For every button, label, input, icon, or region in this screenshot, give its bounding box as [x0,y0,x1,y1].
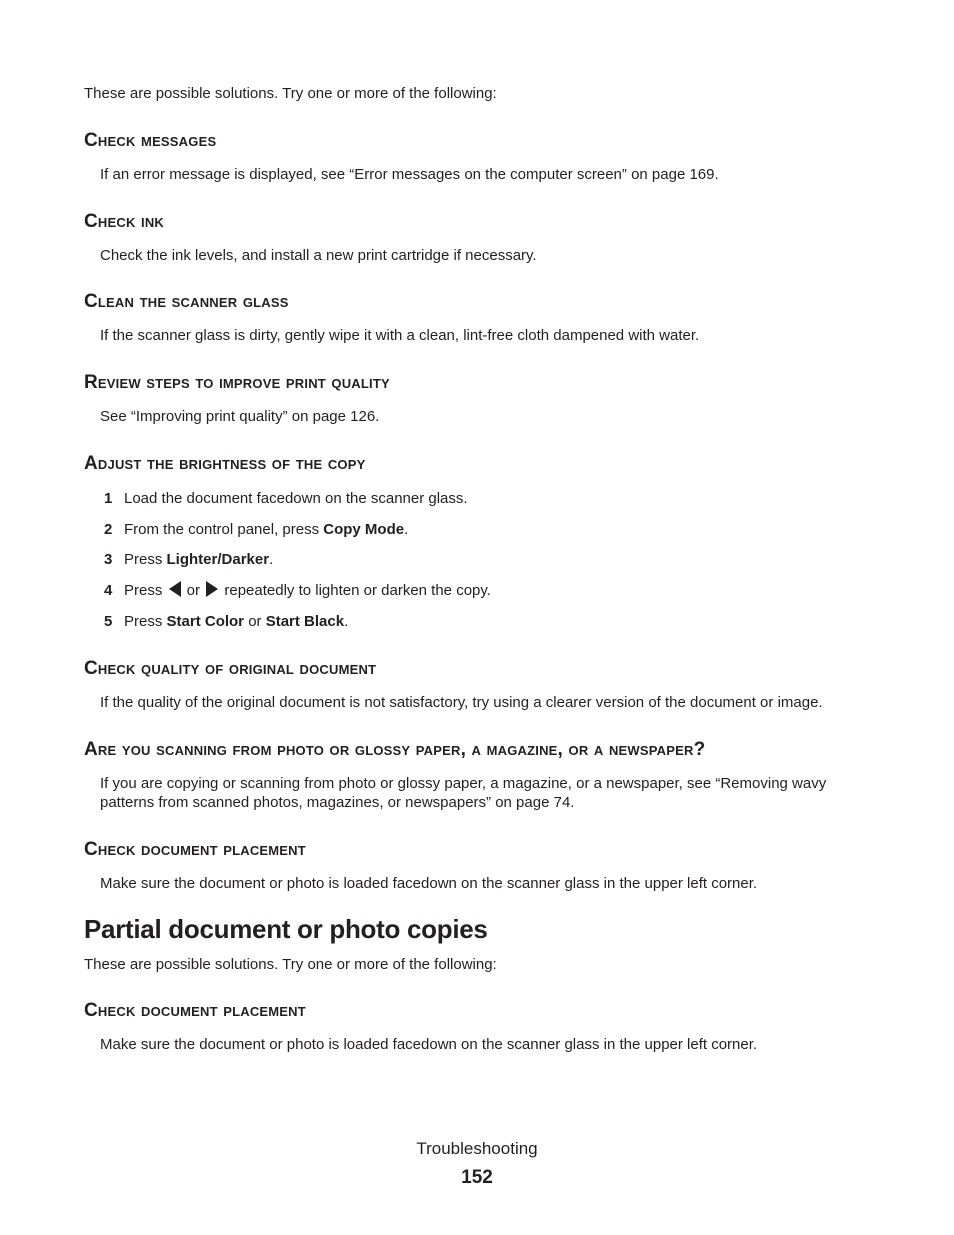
step-text-end: repeatedly to lighten or darken the copy. [220,582,491,599]
body-clean-scanner-glass: If the scanner glass is dirty, gently wipe it with a clean, lint-free cloth dampened with water. [100,327,700,344]
step-text-end: . [404,521,409,538]
body-check-ink: Check the ink levels, and install a new print cartridge if necessary. [100,247,537,264]
step-4 [104,581,491,600]
step-1 [104,489,468,508]
copy-mode-button-label: Copy Mode [323,521,405,538]
step-3 [104,550,273,569]
step-text: Load the document facedown on the scanner glass. [124,490,468,507]
step-5 [104,612,348,631]
step-text: Press [124,551,167,568]
heading-check-messages: Check messages [84,130,217,151]
heading-adjust-brightness: Adjust the brightness of the copy [84,453,366,474]
step-text-mid: or [244,613,266,630]
step-text: From the control panel, press [124,521,324,538]
lighter-darker-button-label: Lighter/Darker [166,551,270,568]
step-number: 2 [104,521,113,538]
body-scanning-glossy-paper: If you are copying or scanning from photo or glossy paper, a magazine, or a newspaper, see “Removing wavy patterns from scanned photos, magazines, or newspapers” on page 74. [100,775,827,811]
body-check-messages: If an error message is displayed, see “Error messages on the computer screen” on page 169. [100,166,719,183]
heading-partial-check-placement: Check document placement [84,1000,306,1021]
heading-check-quality-original: Check quality of original document [84,658,377,679]
step-number: 5 [104,613,113,630]
start-color-button-label: Start Color [166,613,245,630]
step-text: Press [124,613,167,630]
partial-intro-text: These are possible solutions. Try one or more of the following: [84,956,497,973]
start-black-button-label: Start Black [265,613,345,630]
left-arrow-icon [169,581,181,597]
step-number: 4 [104,582,113,599]
body-partial-check-placement: Make sure the document or photo is loaded facedown on the scanner glass in the upper left corner. [100,1036,758,1053]
footer-page-number: 152 [461,1167,493,1188]
intro-text: These are possible solutions. Try one or more of the following: [84,85,497,102]
heading-scanning-glossy-paper: Are you scanning from photo or glossy paper, a magazine, or a newspaper? [84,739,706,760]
heading-clean-scanner-glass: Clean the scanner glass [84,291,289,312]
body-check-quality-original: If the quality of the original document is not satisfactory, try using a clearer version of the document or image. [100,694,823,711]
footer-section-name: Troubleshooting [416,1139,538,1158]
body-check-document-placement: Make sure the document or photo is loaded facedown on the scanner glass in the upper left corner. [100,875,758,892]
step-2 [104,520,408,539]
right-arrow-icon [206,581,218,597]
heading-review-print-quality: Review steps to improve print quality [84,372,390,393]
body-review-print-quality: See “Improving print quality” on page 126. [100,408,380,425]
heading-check-document-placement: Check document placement [84,839,306,860]
step-number: 1 [104,490,113,507]
step-text-mid: or [182,582,205,599]
step-number: 3 [104,551,113,568]
step-text-end: . [269,551,274,568]
step-text-end: . [344,613,349,630]
step-text: Press [124,582,167,599]
heading-check-ink: Check ink [84,211,165,232]
section-title-partial-copies: Partial document or photo copies [84,914,488,944]
